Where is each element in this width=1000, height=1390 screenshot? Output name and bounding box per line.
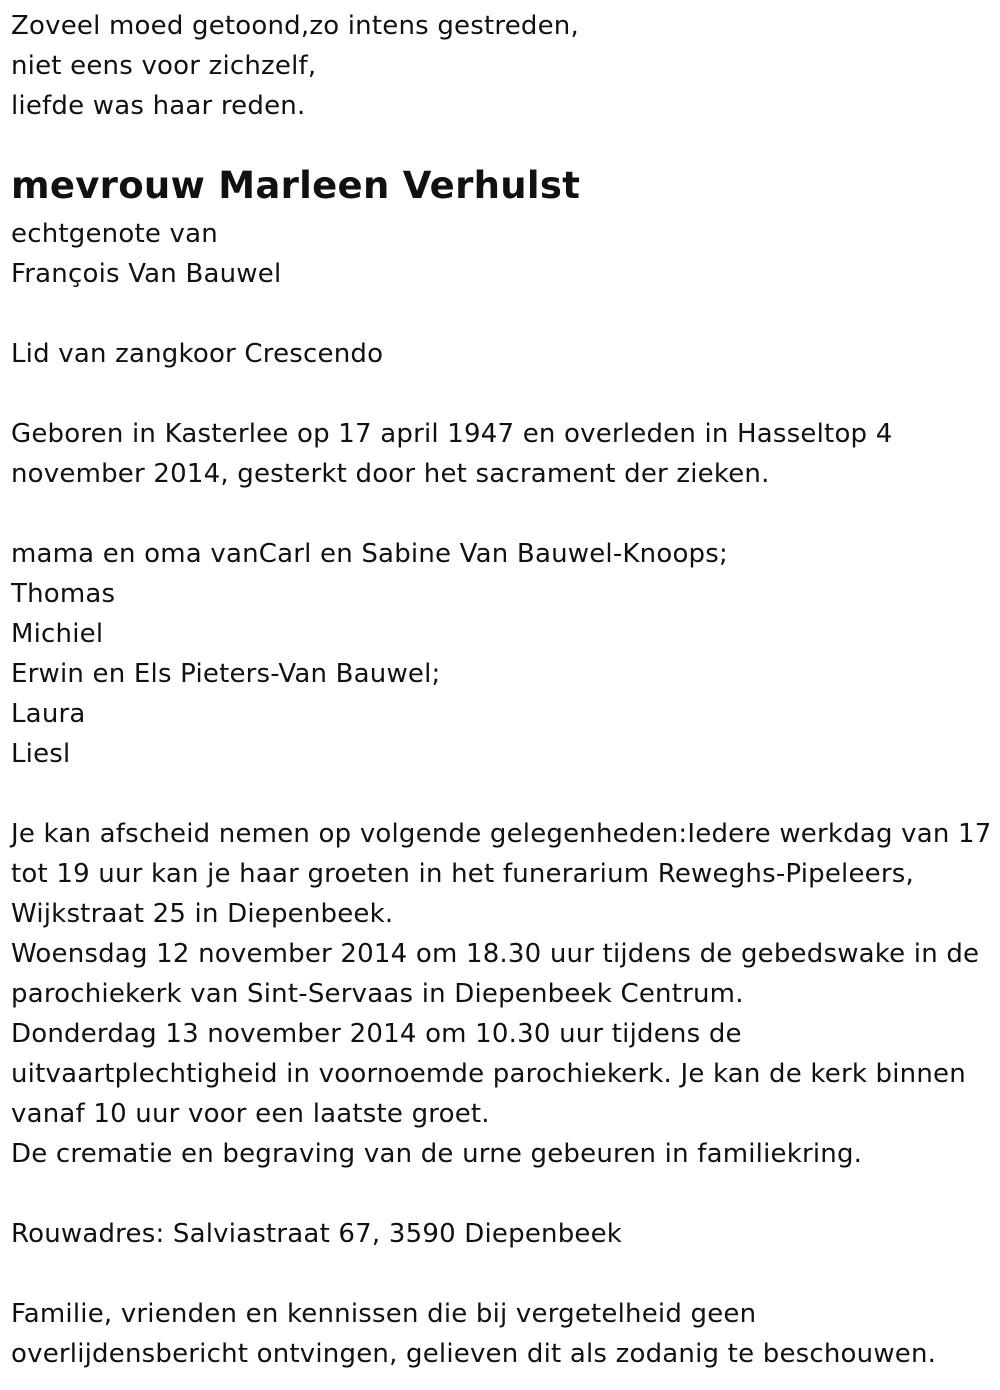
poem-line: niet eens voor zichzelf, bbox=[11, 51, 317, 81]
farewell-line: De crematie en begraving van de urne gebeuren in familiekring. bbox=[11, 1139, 863, 1169]
farewell-line: Donderdag 13 november 2014 om 10.30 uur tijdens de bbox=[11, 1019, 742, 1049]
membership-line: Lid van zangkoor Crescendo bbox=[11, 339, 384, 369]
membership-block bbox=[11, 334, 383, 374]
farewell-line: Je kan afscheid nemen op volgende gelegenheden:Iedere werkdag van 17 bbox=[11, 819, 992, 849]
poem-line: Zoveel moed getoond,zo intens gestreden, bbox=[11, 11, 579, 41]
deceased-name: mevrouw Marleen Verhulst bbox=[11, 164, 581, 207]
birth-death-line: november 2014, gesterkt door het sacrament der zieken. bbox=[11, 459, 770, 489]
spouse-line: echtgenote van bbox=[11, 219, 218, 249]
spouse-line: François Van Bauwel bbox=[11, 259, 282, 289]
family-line: Erwin en Els Pieters-Van Bauwel; bbox=[11, 659, 441, 689]
farewell-line: Woensdag 12 november 2014 om 18.30 uur tijdens de gebedswake in de bbox=[11, 939, 980, 969]
family-line: Thomas bbox=[11, 579, 116, 609]
closing-line: Familie, vrienden en kennissen die bij vergetelheid geen bbox=[11, 1299, 757, 1329]
closing-line: overlijdensbericht ontvingen, gelieven dit als zodanig te beschouwen. bbox=[11, 1339, 937, 1369]
farewell-line: uitvaartplechtigheid in voornoemde parochiekerk. Je kan de kerk binnen bbox=[11, 1059, 966, 1089]
farewell-line: parochiekerk van Sint-Servaas in Diepenbeek Centrum. bbox=[11, 979, 744, 1009]
spouse-block bbox=[11, 214, 281, 294]
family-line: Michiel bbox=[11, 619, 104, 649]
closing-block bbox=[11, 1294, 936, 1374]
farewell-line: vanaf 10 uur voor een laatste groet. bbox=[11, 1099, 490, 1129]
family-block bbox=[11, 534, 728, 774]
poem bbox=[11, 6, 579, 126]
farewell-line: Wijkstraat 25 in Diepenbeek. bbox=[11, 899, 394, 929]
family-line: Liesl bbox=[11, 739, 71, 769]
family-line: mama en oma vanCarl en Sabine Van Bauwel-Knoops; bbox=[11, 539, 728, 569]
farewell-line: tot 19 uur kan je haar groeten in het funerarium Reweghs-Pipeleers, bbox=[11, 859, 914, 889]
address-block bbox=[11, 1214, 622, 1254]
farewell-block bbox=[11, 814, 992, 1174]
birth-death-line: Geboren in Kasterlee op 17 april 1947 en overleden in Hasseltop 4 bbox=[11, 419, 893, 449]
family-line: Laura bbox=[11, 699, 86, 729]
address-line: Rouwadres: Salviastraat 67, 3590 Diepenbeek bbox=[11, 1219, 623, 1249]
birth-death-block bbox=[11, 414, 892, 494]
poem-line: liefde was haar reden. bbox=[11, 91, 306, 121]
